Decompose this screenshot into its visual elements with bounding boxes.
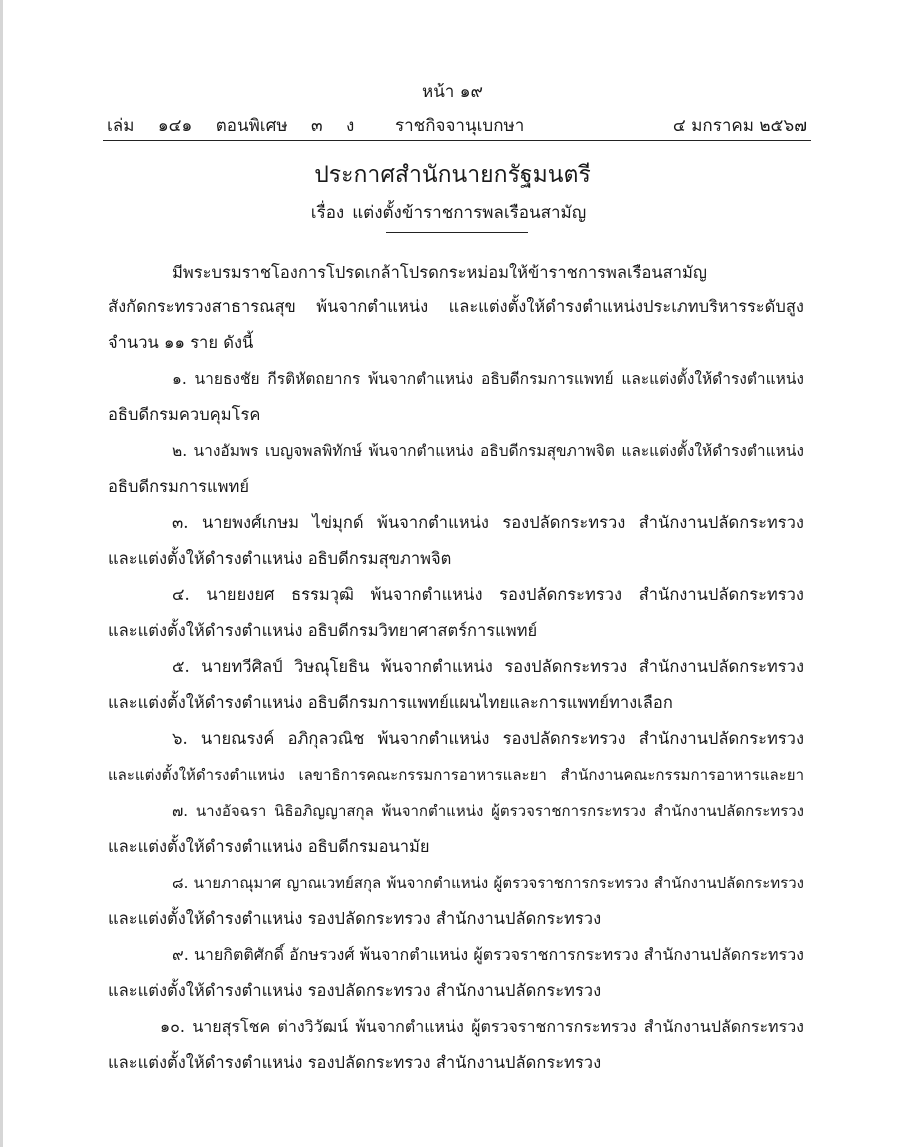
appointment-item-continued: และแต่งตั้งให้ดำรงตำแหน่ง อธิบดีกรมวิทยาศาสตร์การแพทย์ [108,621,538,640]
issue-label: ตอนพิเศษ [215,116,288,136]
appointment-item: ๑. นายธงชัย กีรติหัตถยากร พ้นจากตำแหน่ง อธิบดีกรมการแพทย์ และแต่งตั้งให้ดำรงตำแหน่ง [172,370,804,388]
appointment-item-continued: และแต่งตั้งให้ดำรงตำแหน่ง เลขาธิการคณะกรรมการอาหารและยา สำนักงานคณะกรรมการอาหารและยา [108,766,804,784]
appointment-item: ๒. นางอัมพร เบญจพลพิทักษ์ พ้นจากตำแหน่ง อธิบดีกรมสุขภาพจิต และแต่งตั้งให้ดำรงตำแหน่ง [172,442,804,460]
appointment-item: ๕. นายทวีศิลป์ วิษณุโยธิน พ้นจากตำแหน่ง รองปลัดกระทรวง สำนักงานปลัดกระทรวง [172,657,804,676]
appointment-item-continued: และแต่งตั้งให้ดำรงตำแหน่ง รองปลัดกระทรวง สำนักงานปลัดกระทรวง [108,981,602,1000]
appointment-item: ๙. นายกิตติศักดิ์ อักษรวงศ์ พ้นจากตำแหน่ง ผู้ตรวจราชการกระทรวง สำนักงานปลัดกระทรวง [172,945,804,964]
appointment-item-continued: อธิบดีกรมควบคุมโรค [108,405,261,424]
appointment-item-continued: และแต่งตั้งให้ดำรงตำแหน่ง อธิบดีกรมอนามัย [108,837,430,856]
issue-letter: ง [346,116,355,136]
appointment-item-continued: และแต่งตั้งให้ดำรงตำแหน่ง รองปลัดกระทรวง สำนักงานปลัดกระทรวง [108,909,602,928]
page-number: หน้า ๑๙ [421,82,484,102]
header-rule [103,140,811,141]
appointment-item-continued: และแต่งตั้งให้ดำรงตำแหน่ง อธิบดีกรมการแพทย์แผนไทยและการแพทย์ทางเลือก [108,693,673,712]
intro-line: มีพระบรมราชโองการโปรดเกล้าโปรดกระหม่อมให้ข้าราชการพลเรือนสามัญ [172,263,707,282]
gazette-name: ราชกิจจานุเบกษา [395,116,525,136]
appointment-item-continued: อธิบดีกรมการแพทย์ [108,477,250,496]
issue-number: ๓ [311,116,323,136]
gazette-date: ๔ มกราคม ๒๕๖๗ [672,116,807,136]
subject-label: เรื่อง [310,203,345,223]
gazette-volume-issue [107,112,372,139]
appointment-item: ๘. นายภาณุมาศ ญาณเวทย์สกุล พ้นจากตำแหน่ง ผู้ตรวจราชการกระทรวง สำนักงานปลัดกระทรวง [172,874,804,892]
announcement-title: ประกาศสำนักนายกรัฐมนตรี [314,162,591,188]
appointment-item: ๗. นางอัจฉรา นิธิอภิญญาสกุล พ้นจากตำแหน่ง ผู้ตรวจราชการกระทรวง สำนักงานปลัดกระทรวง [172,802,804,820]
announcement-subject [0,199,905,226]
volume-label: เล่ม [107,116,135,136]
subject-text: แต่งตั้งข้าราชการพลเรือนสามัญ [352,203,587,223]
appointment-item: ๑๐. นายสุรโชค ต่างวิวัฒน์ พ้นจากตำแหน่ง ผู้ตรวจราชการกระทรวง สำนักงานปลัดกระทรวง [160,1017,804,1036]
appointment-item: ๓. นายพงศ์เกษม ไข่มุกด์ พ้นจากตำแหน่ง รองปลัดกระทรวง สำนักงานปลัดกระทรวง [172,513,804,532]
appointment-item: ๖. นายณรงค์ อภิกุลวณิช พ้นจากตำแหน่ง รองปลัดกระทรวง สำนักงานปลัดกระทรวง [172,729,804,748]
appointment-item: ๔. นายยงยศ ธรรมวุฒิ พ้นจากตำแหน่ง รองปลัดกระทรวง สำนักงานปลัดกระทรวง [172,585,804,604]
title-underline [386,232,528,233]
intro-line: จำนวน ๑๑ ราย ดังนี้ [108,333,254,352]
appointment-item-continued: และแต่งตั้งให้ดำรงตำแหน่ง อธิบดีกรมสุขภาพจิต [108,549,452,568]
intro-line: สังกัดกระทรวงสาธารณสุข พ้นจากตำแหน่ง และแต่งตั้งให้ดำรงตำแหน่งประเภทบริหารระดับสูง [108,297,804,316]
volume-number: ๑๔๑ [157,116,193,136]
appointment-item-continued: และแต่งตั้งให้ดำรงตำแหน่ง รองปลัดกระทรวง สำนักงานปลัดกระทรวง [108,1053,602,1072]
